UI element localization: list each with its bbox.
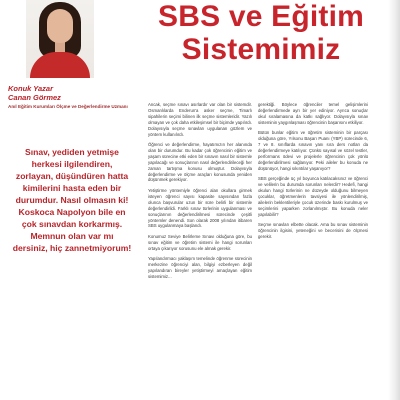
article-column-2 bbox=[258, 102, 368, 400]
article-title: SBS ve Eğitim Sistemimiz bbox=[158, 0, 364, 66]
paragraph: Yetiştirme yöntemiyle öğrenci alan okullara girmek isteyen öğrenci sayısı kapasite sayısından fazla olunca başvurular uzun bir süre belirli bir sistemle değerlendirildi. Farklı sınav türlerinin uygulanması ve sonuçlarının değerlendirilmesi sürecinde çeşitli yöntemler denendi. Son olarak 2008 yılından itibaren SBS uygulanmaya başlandı. bbox=[148, 187, 252, 229]
photo-clothing bbox=[30, 52, 90, 78]
pull-quote: Sınav, yediden yetmişe herkesi ilgilendiren, zorlayan, düşündüren hatta kimilerini hasta eden bir durumdur. Nasıl olmasın ki! Koskoca Napolyon bile en çok sınavdan korkarmış. Memnun olan var mı dersiniz, hiç zannetmiyorum! bbox=[12, 147, 132, 253]
photo-face bbox=[47, 9, 73, 43]
paragraph: Yapılandırmacı yaklaşım temelinde öğrenme sürecinin merkezine öğrenciyi alan, bilgiyi ezberleyen değil yapılandıran bireyler yetiştirmeyi amaçlayan eğitim sistemimiz... bbox=[148, 256, 252, 279]
article-column-1 bbox=[148, 102, 252, 400]
paragraph: Öğrenci ve değerlendirme, hayatımızın her alanında olan bir durumdur. Bu kadar çok öğrencinin eğitim ve yaşam sürecine etki eden bir sınavın nasıl bir sistemle yapılacağı ve sonuçlarının nasıl değerlendirileceği her zaman tartışma konusu olmuştur. Dolayısıyla değerlendirme ve ölçme araçları konusunda yeniden düşünmek gerekiyor. bbox=[148, 142, 252, 183]
paragraph: SBS gerçeğinde üç yıl boyunca katılacaksınız ve öğrenci ve velilerin bu durumda sorunları nelerdir? Hedefi, hangi okulun hangi türlerinin ne düzeyde olduğunu bilmeyen çocuklar, öğretmenlerin tavsiyesi ile yönlendirilmiş, ailelerin beklentileriyle çocuk üzerinde baskı kurulmuş ve seçimlerini yaparken zorlanılmıştır. Bu konuda neler yapılabilir? bbox=[258, 176, 368, 217]
author-photo bbox=[26, 0, 94, 78]
paragraph: gerektiği. Böylece öğrenciler temel gelişimlerini değerlendirmede ayrı bir yer ediniyor. Ayrıca sonuçlar okul sıralamasına da katkı sağlıyor. Dolayısıyla sınav sisteminin yaygınlaşması öğrencinin başarısını etkiliyor. bbox=[258, 102, 368, 125]
paragraph: Bütün bunlar eğitim ve öğretim sisteminin bir parçası olduğuna göre, Yılsonu Başarı Puanı (YBP) sürecinde 6, 7 ve 8. sınıflarda sınavın yanı sıra ders notları da değerlendirmeye katılıyor. Çünkü sayısal ve sözel testler, performans ödevi ve projelerle öğrencinin çok yönlü değerlendirilmesi sağlanıyor. Peki aileler bu konuda ne düşünüyor, hangi sıkıntılar yaşanıyor? bbox=[258, 130, 368, 171]
paragraph: Seçme sınavları elbette olacak. Ama bu sınav sisteminin öğrencinin ilgisini, yeteneğini ve becerisini de ölçmesi gerekir. bbox=[258, 222, 368, 239]
author-name: Canan Görmez bbox=[8, 93, 61, 102]
page-edge bbox=[388, 0, 400, 400]
paragraph: Ancak, seçme sınavı asırlardır var olan bir sistemdir. Osmanlılarda Enderun'a asker seçme, Timarlı sipahilerin seçimi bilinen ilk seçme sistemleridir. Yazılı olmayan ve çok daha etkileşimsel bir biçimde yapılırdı. Dolayısıyla seçme sınavları uygulanan gözlem ve yöntem kullanılırdı. bbox=[148, 102, 252, 137]
paragraph: Konumuz Seviye Belirleme Sınavı olduğuna göre, bu sınav eğitim ve öğretim sistemi ile hangi sorunları ortaya çıkarıyor sorusunu ele almak gerekir. bbox=[148, 233, 252, 251]
author-tag: Konuk Yazar bbox=[8, 84, 54, 93]
author-role: Anıl Eğitim Kurumları Ölçme ve Değerlendirme Uzmanı bbox=[8, 104, 128, 109]
